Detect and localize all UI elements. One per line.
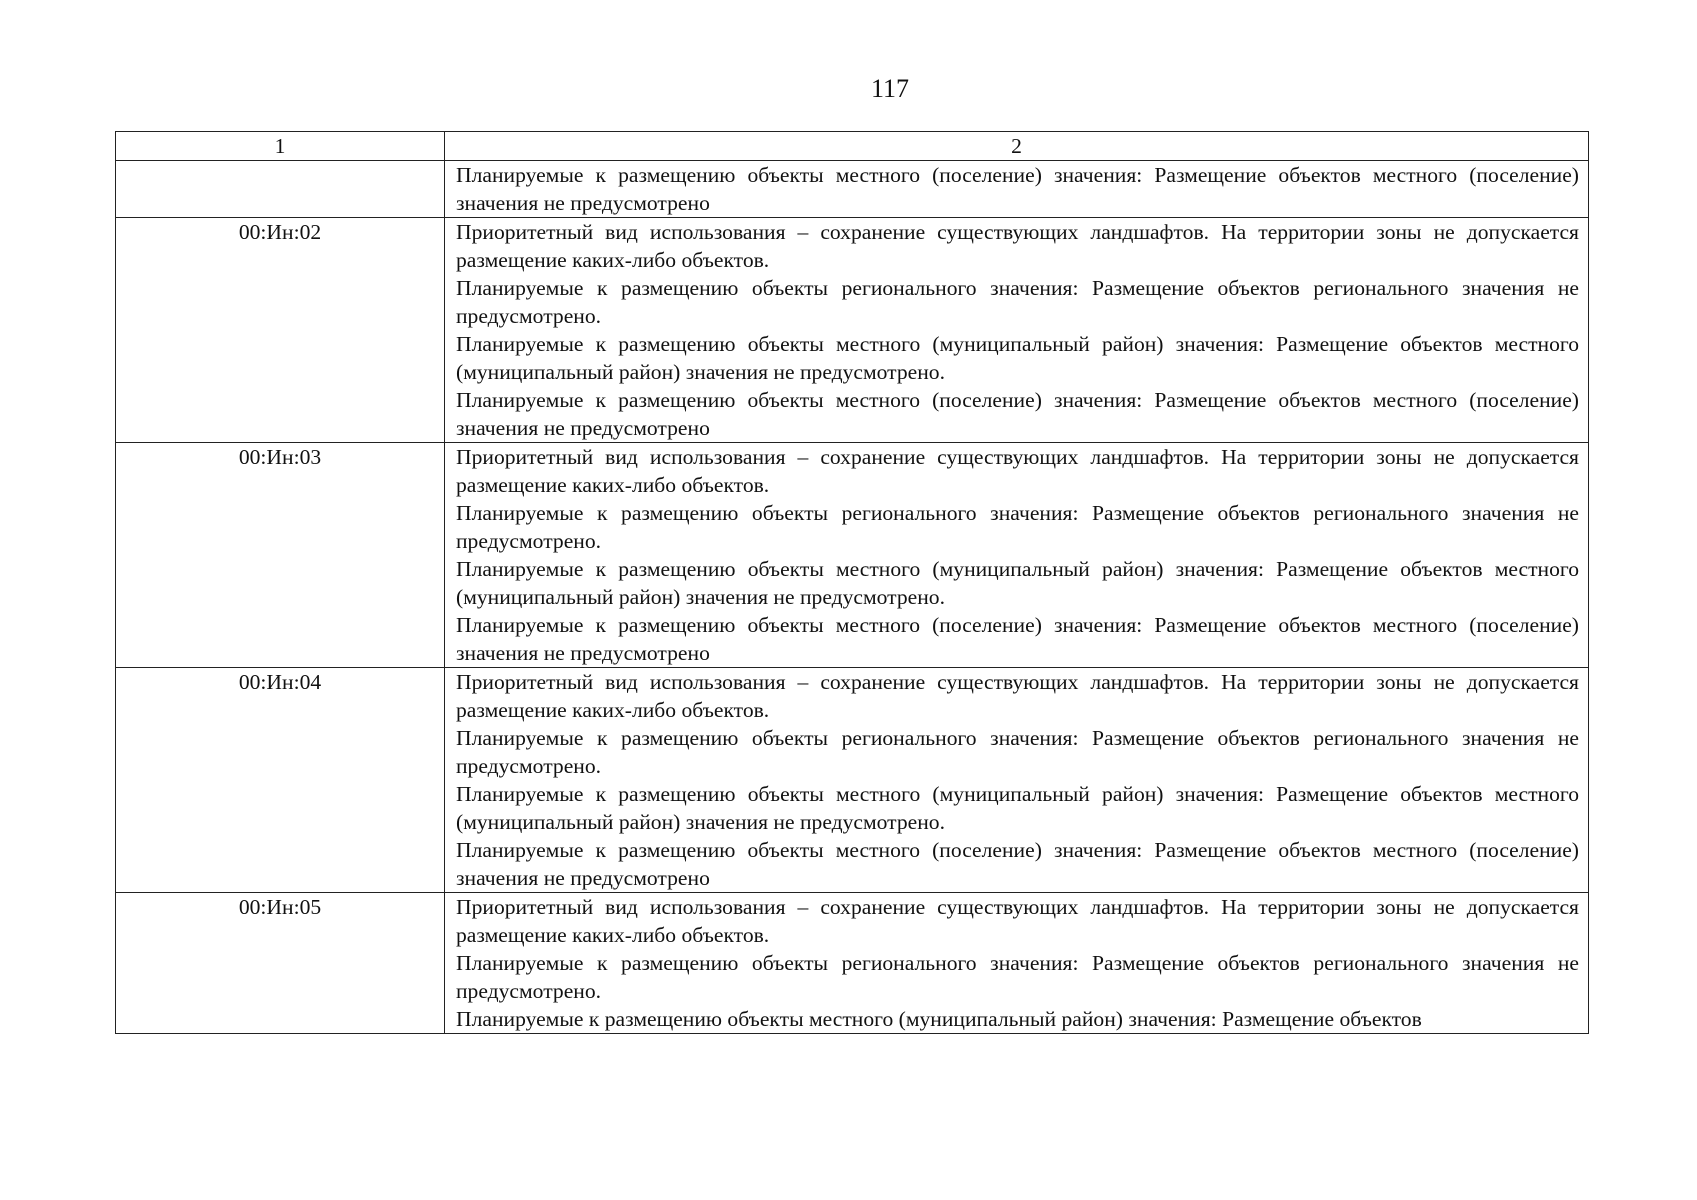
zone-code-cell: 00:Ин:02 bbox=[116, 218, 445, 443]
column-header-2: 2 bbox=[445, 132, 1589, 161]
description-paragraph: Планируемые к размещению объекты местного (муниципальный район) значения: Размещение объектов местного (муниципальный район) значения не предусмотрено. bbox=[456, 332, 1579, 384]
zone-code-cell: 00:Ин:03 bbox=[116, 443, 445, 668]
description-paragraph: Планируемые к размещению объекты регионального значения: Размещение объектов регионального значения не предусмотрено. bbox=[456, 501, 1579, 553]
description-paragraph: Планируемые к размещению объекты регионального значения: Размещение объектов регионального значения не предусмотрено. bbox=[456, 726, 1579, 778]
description-paragraph: Приоритетный вид использования – сохранение существующих ландшафтов. На территории зоны не допускается размещение каких-либо объектов. bbox=[456, 895, 1579, 947]
description-paragraph: Приоритетный вид использования – сохранение существующих ландшафтов. На территории зоны не допускается размещение каких-либо объектов. bbox=[456, 220, 1579, 272]
zone-description-cell bbox=[445, 893, 1589, 1034]
description-paragraph: Планируемые к размещению объекты местного (поселение) значения: Размещение объектов местного (поселение) значения не предусмотрено bbox=[456, 613, 1579, 665]
description-paragraph: Планируемые к размещению объекты местного (муниципальный район) значения: Размещение объектов местного (муниципальный район) значения не предусмотрено. bbox=[456, 782, 1579, 834]
description-paragraph: Приоритетный вид использования – сохранение существующих ландшафтов. На территории зоны не допускается размещение каких-либо объектов. bbox=[456, 445, 1579, 497]
table-row bbox=[116, 218, 1589, 443]
column-header-1: 1 bbox=[116, 132, 445, 161]
table-row bbox=[116, 893, 1589, 1034]
description-paragraph: Планируемые к размещению объекты местного (муниципальный район) значения: Размещение объектов местного (муниципальный район) значения не предусмотрено. bbox=[456, 557, 1579, 609]
table-row bbox=[116, 668, 1589, 893]
description-paragraph: Планируемые к размещению объекты регионального значения: Размещение объектов регионального значения не предусмотрено. bbox=[456, 951, 1579, 1003]
zone-description-cell bbox=[445, 668, 1589, 893]
description-paragraph: Планируемые к размещению объекты местного (муниципальный район) значения: Размещение объектов bbox=[456, 1007, 1422, 1031]
table-row bbox=[116, 161, 1589, 218]
zone-code-cell: 00:Ин:04 bbox=[116, 668, 445, 893]
zone-code-cell: 00:Ин:05 bbox=[116, 893, 445, 1034]
description-paragraph: Планируемые к размещению объекты местного (поселение) значения: Размещение объектов местного (поселение) значения не предусмотрено bbox=[456, 163, 1579, 215]
zone-description-cell bbox=[445, 443, 1589, 668]
page-number: 117 bbox=[870, 74, 910, 103]
table-header-row bbox=[116, 132, 1589, 161]
zone-description-cell bbox=[445, 161, 1589, 218]
description-paragraph: Планируемые к размещению объекты местного (поселение) значения: Размещение объектов местного (поселение) значения не предусмотрено bbox=[456, 388, 1579, 440]
description-paragraph: Планируемые к размещению объекты местного (поселение) значения: Размещение объектов местного (поселение) значения не предусмотрено bbox=[456, 838, 1579, 890]
zone-code-cell bbox=[116, 161, 445, 218]
zone-table bbox=[115, 131, 1589, 1034]
table-row bbox=[116, 443, 1589, 668]
description-paragraph: Приоритетный вид использования – сохранение существующих ландшафтов. На территории зоны не допускается размещение каких-либо объектов. bbox=[456, 670, 1579, 722]
description-paragraph: Планируемые к размещению объекты регионального значения: Размещение объектов регионального значения не предусмотрено. bbox=[456, 276, 1579, 328]
zone-description-cell bbox=[445, 218, 1589, 443]
